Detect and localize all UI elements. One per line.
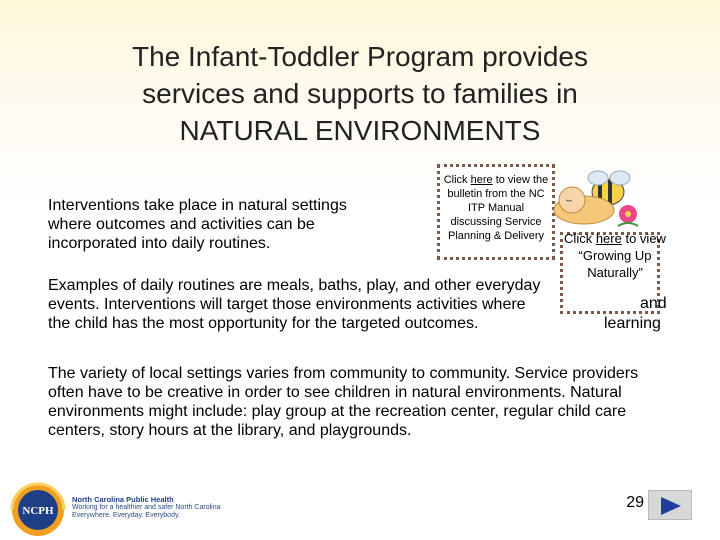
slide-title xyxy=(60,38,660,149)
logo-tagline: Working for a healthier and safer North Carolina Everywhere. Everyday. Everybody. xyxy=(72,504,221,519)
bulletin-callout xyxy=(437,164,555,260)
growing-callout xyxy=(550,230,680,281)
play-triangle-icon xyxy=(659,496,683,516)
growing-callout-prefix: Click xyxy=(564,231,596,246)
next-slide-button[interactable] xyxy=(648,490,692,520)
bulletin-callout-prefix: Click xyxy=(443,174,471,186)
title-line-1: The Infant-Toddler Program provides xyxy=(132,41,588,72)
page-number: 29 xyxy=(626,494,644,511)
title-line-3: NATURAL ENVIRONMENTS xyxy=(179,115,541,146)
logo-mark-text: NCPH xyxy=(22,505,54,517)
paragraph-interventions: Interventions take place in natural settings where outcomes and activities can be incorporated into daily routines. xyxy=(48,197,347,252)
overflow-word-learning: learning xyxy=(604,315,661,332)
logo-title: North Carolina Public Health xyxy=(72,495,174,504)
overflow-word-and: and xyxy=(640,295,667,312)
paragraph-routines: Examples of daily routines are meals, baths, play, and other everyday events. Interventions will target those environments activities where the child has the most opportunity for the targeted outcomes. xyxy=(48,277,541,332)
bulletin-callout-suffix: to view the bulletin from the NC ITP Manual discussing Service Planning & Delivery xyxy=(447,174,549,242)
logo-text xyxy=(72,496,222,520)
bulletin-link[interactable]: here xyxy=(470,174,493,186)
growing-link[interactable]: here xyxy=(595,231,622,246)
title-line-2: services and supports to families in xyxy=(142,78,578,109)
paragraph-settings: The variety of local settings varies from community to community. Service providers often have to be creative in order to see children in natural environments. Natural environments might include: play group at the recreation center, regular child care centers, story hours at the library, and playgrounds. xyxy=(48,365,639,439)
growing-callout-suffix: to view “Growing Up Naturally” xyxy=(578,231,666,280)
